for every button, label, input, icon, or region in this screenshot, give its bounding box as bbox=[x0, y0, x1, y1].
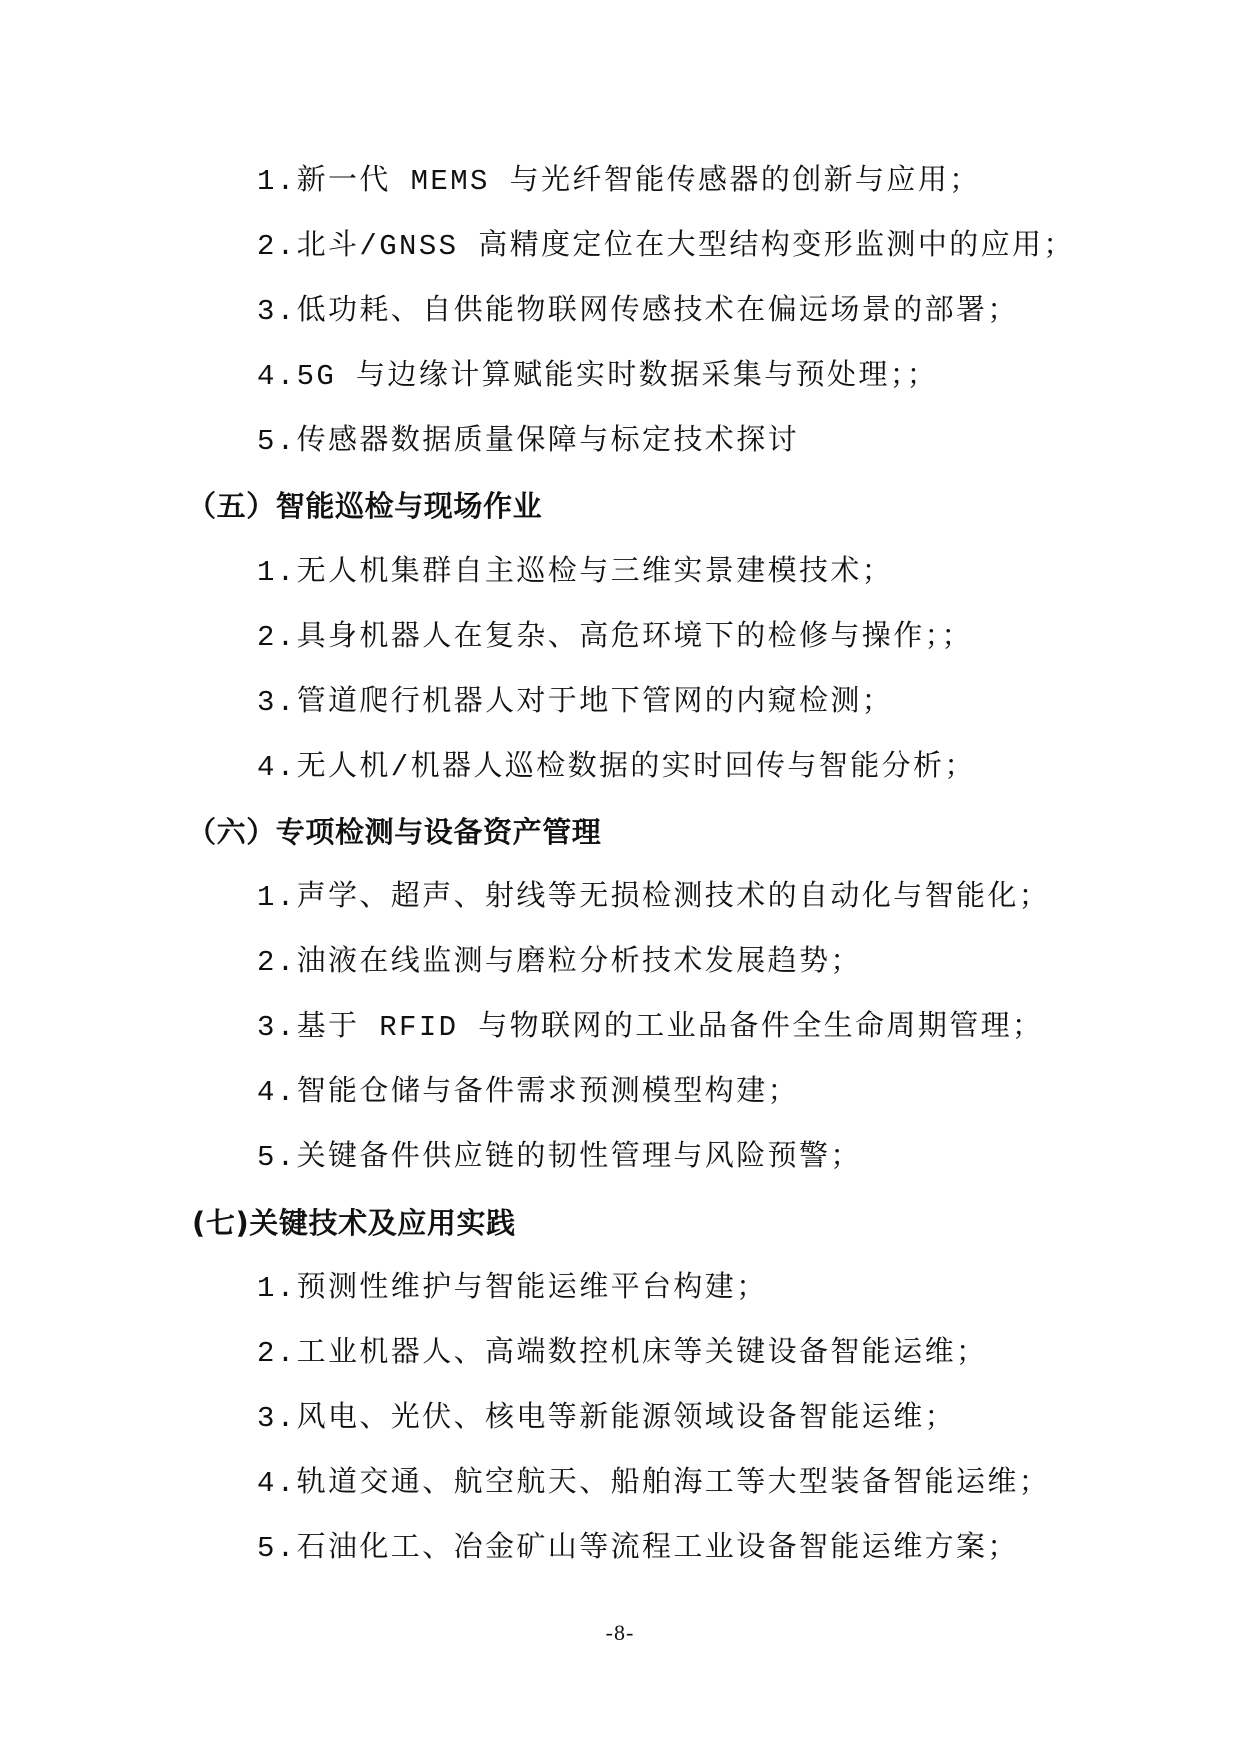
document-body bbox=[0, 149, 1240, 1581]
list-item: 3.基于 RFID 与物联网的工业品备件全生命周期管理； bbox=[257, 1011, 1044, 1045]
list-item: 1.声学、超声、射线等无损检测技术的自动化与智能化； bbox=[257, 881, 1051, 915]
list-item: 4.5G 与边缘计算赋能实时数据采集与预处理；； bbox=[257, 360, 939, 394]
list-item: 2.具身机器人在复杂、高危环境下的检修与操作；； bbox=[257, 620, 973, 654]
list-item: 3.管道爬行机器人对于地下管网的内窥检测； bbox=[257, 685, 894, 719]
list-item: 4.智能仓储与备件需求预测模型构建； bbox=[257, 1076, 800, 1110]
list-item: 5.关键备件供应链的韧性管理与风险预警； bbox=[257, 1141, 862, 1175]
list-item: 2.北斗/GNSS 高精度定位在大型结构变形监测中的应用； bbox=[257, 230, 1075, 264]
list-item: 1.无人机集群自主巡检与三维实景建模技术； bbox=[257, 555, 894, 589]
list-item: 3.风电、光伏、核电等新能源领域设备智能运维； bbox=[257, 1401, 957, 1435]
list-item: 3.低功耗、自供能物联网传感技术在偏远场景的部署； bbox=[257, 295, 1019, 329]
section-heading: （六）专项检测与设备资产管理 bbox=[187, 814, 602, 849]
list-item: 4.无人机/机器人巡检数据的实时回传与智能分析； bbox=[257, 750, 976, 784]
section-heading: (七)关键技术及应用实践 bbox=[192, 1205, 516, 1240]
list-item: 5.石油化工、冶金矿山等流程工业设备智能运维方案； bbox=[257, 1531, 1019, 1565]
list-item: 1.新一代 MEMS 与光纤智能传感器的创新与应用； bbox=[257, 165, 981, 198]
list-item: 2.油液在线监测与磨粒分析技术发展趋势； bbox=[257, 946, 862, 980]
list-item: 5.传感器数据质量保障与标定技术探讨 bbox=[257, 425, 800, 459]
list-item: 4.轨道交通、航空航天、船舶海工等大型装备智能运维； bbox=[257, 1466, 1051, 1500]
list-item: 2.工业机器人、高端数控机床等关键设备智能运维； bbox=[257, 1336, 988, 1370]
page-number: -8- bbox=[605, 1620, 635, 1645]
list-item: 1.预测性维护与智能运维平台构建； bbox=[257, 1271, 768, 1305]
section-heading: （五）智能巡检与现场作业 bbox=[187, 489, 543, 524]
